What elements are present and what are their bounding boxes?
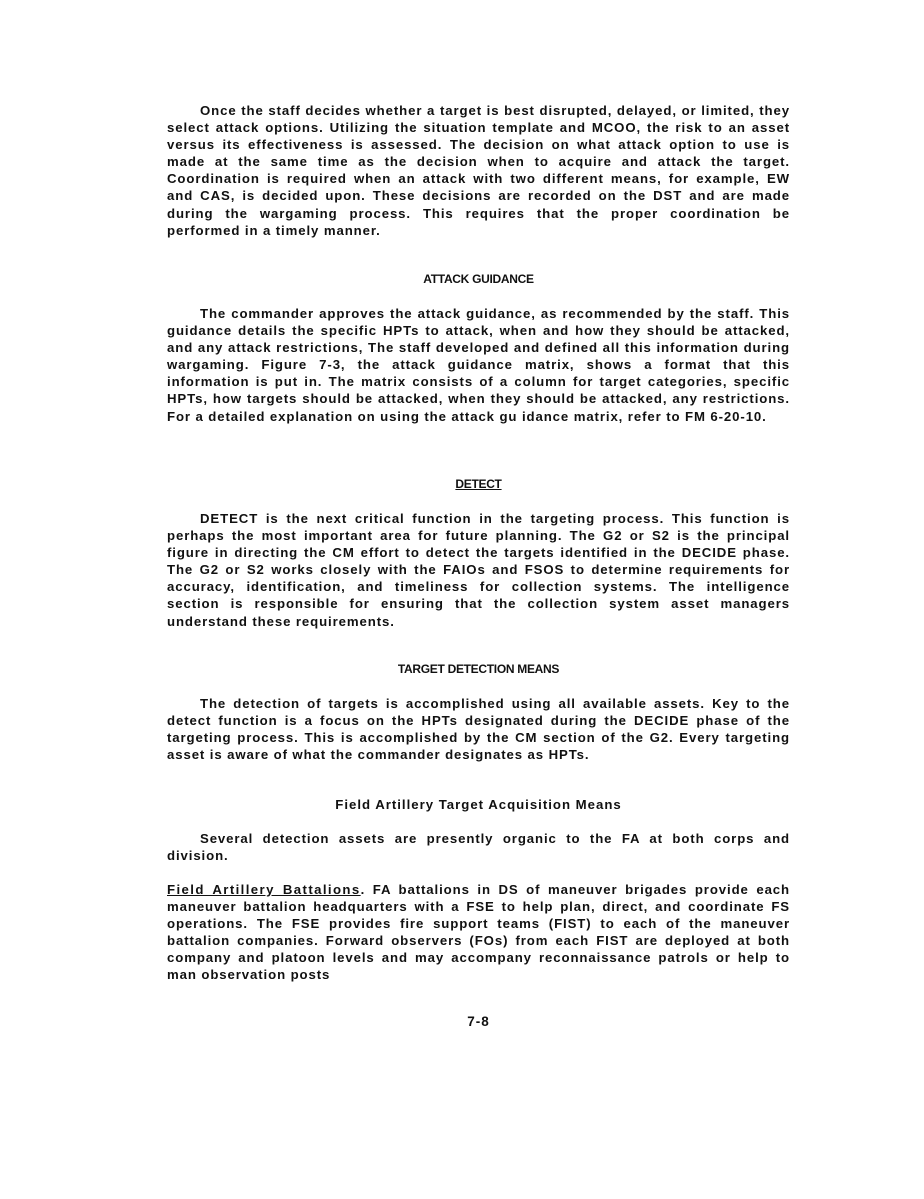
paragraph-attack-guidance-text: The commander approves the attack guidance, as recommended by the staff. This guidance details the specific HPTs to attack, when and how they should be attacked, and any attack restrictions, The staff developed and defined all this information during wargaming. Figure 7-3, the attack guidance matrix, shows a format that this information is put in. The matrix consists of a column for target categories, specific HPTs, how targets should be attacked, when they should be attacked, any restrictions. For a detailed explanation on using the attack gu idance matrix, refer to FM 6-20-10. [167, 306, 790, 424]
runin-heading-fa-battalions: Field Artillery Battalions [167, 882, 361, 897]
subheading-fa-target-acquisition: Field Artillery Target Acquisition Means [335, 797, 622, 812]
paragraph-fa-battalions [167, 881, 790, 984]
paragraph-detect [167, 510, 790, 630]
paragraph-target-detection [167, 695, 790, 763]
paragraph-organic-assets-text: Several detection assets are presently organic to the FA at both corps and division. [167, 831, 790, 864]
paragraph-attack-options [167, 102, 790, 239]
paragraph-attack-guidance [167, 305, 790, 425]
paragraph-fa-battalions-text: . FA battalions in DS of maneuver brigades provide each maneuver battalion headquarters with a FSE to help plan, direct, and coordinate FS operations. The FSE provides fire support teams (FIST) to each of the maneuver battalion companies. Forward observers (FOs) from each FIST are deployed at both company and platoon levels and may accompany reconnaissance patrols or help to man observation posts [167, 882, 790, 983]
paragraph-target-detection-text: The detection of targets is accomplished using all available assets. Key to the detect function is a focus on the HPTs designated during the DECIDE phase of the targeting process. This is accomplished by the CM section of the G2. Every targeting asset is aware of what the commander designates as HPTs. [167, 696, 790, 763]
paragraph-attack-options-text: Once the staff decides whether a target is best disrupted, delayed, or limited, they select attack options. Utilizing the situation template and MCOO, the risk to an asset versus its effectiveness is assessed. The decision on what attack option to use is made at the same time as the decision when to acquire and attack the target. Coordination is required when an attack with two different means, for example, EW and CAS, is decided upon. These decisions are recorded on the DST and are made during the wargaming process. This requires that the proper coordination be performed in a timely manner. [167, 103, 790, 238]
paragraph-detect-text: DETECT is the next critical function in the targeting process. This function is perhaps the most important area for future planning. The G2 or S2 is the principal figure in directing the CM effort to detect the targets identified in the DECIDE phase. The G2 or S2 works closely with the FAIOs and FSOS to determine requirements for accuracy, identification, and timeliness for collection systems. The intelligence section is responsible for ensuring that the collection system asset managers understand these requirements. [167, 511, 790, 629]
paragraph-organic-assets [167, 830, 790, 864]
heading-attack-guidance: ATTACK GUIDANCE [423, 272, 534, 286]
page-number: 7-8 [467, 1014, 490, 1029]
heading-target-detection-means: TARGET DETECTION MEANS [397, 662, 560, 676]
heading-detect: DETECT [455, 477, 502, 491]
